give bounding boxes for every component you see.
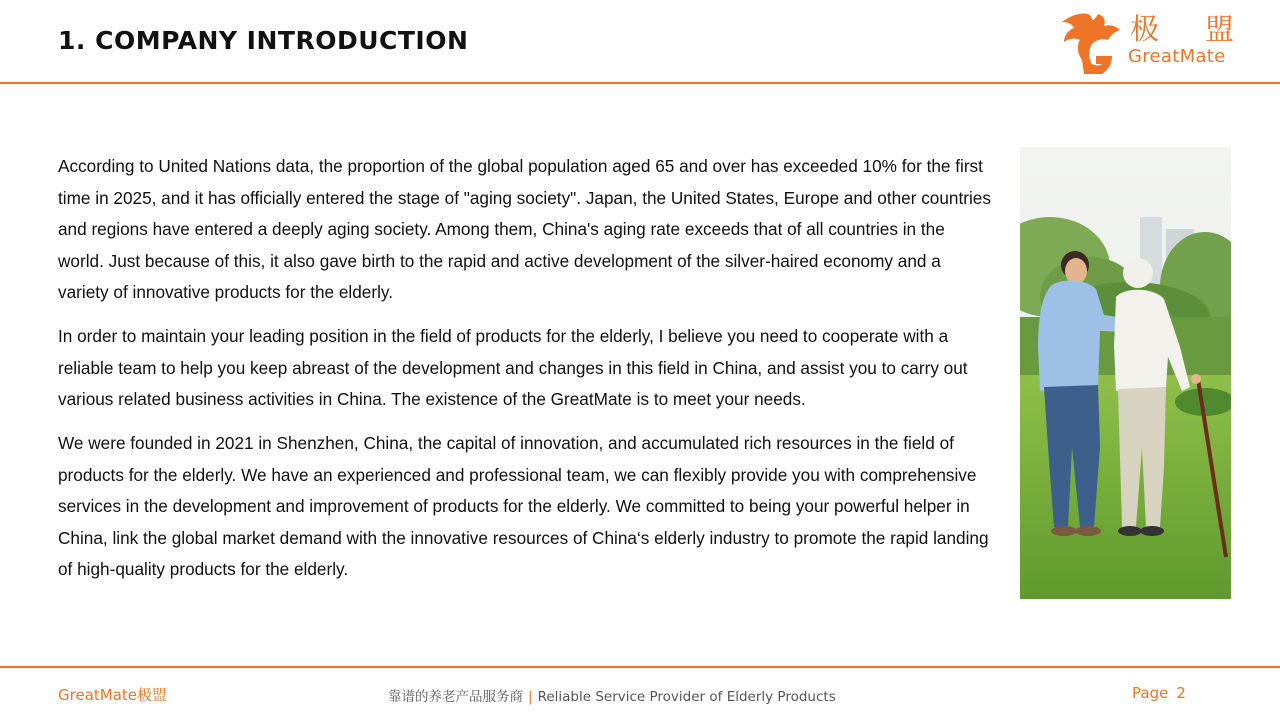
footer-separator: |	[528, 689, 533, 705]
logo-cn-char: 极	[1130, 12, 1160, 46]
eagle-g-icon	[1058, 8, 1126, 76]
logo-cn-char: 盟	[1204, 12, 1234, 46]
footer-brand: GreatMate极盟	[58, 686, 168, 704]
footer-divider	[0, 666, 1280, 668]
footer-tagline-en: Reliable Service Provider of Elderly Products	[537, 689, 836, 705]
elderly-care-photo	[1020, 147, 1231, 599]
logo-chinese-name	[1130, 12, 1234, 46]
intro-paragraph: According to United Nations data, the proportion of the global population aged 65 and over has exceeded 10% for the first time in 2025, and it has officially entered the stage of "aging society". Japan, the United States, Europe and other countries and regions have entered a deeply aging society. Among them, China's aging rate exceeds that of all countries in the world. Just because of this, it also gave birth to the rapid and active development of the silver-haired economy and a variety of innovative products for the elderly.	[58, 156, 991, 302]
intro-text	[58, 151, 993, 598]
header-divider	[0, 82, 1280, 84]
footer-tagline	[388, 685, 836, 705]
page-title: 1. COMPANY INTRODUCTION	[58, 26, 469, 55]
company-logo	[1058, 8, 1238, 78]
intro-paragraph: In order to maintain your leading position in the field of products for the elderly, I believe you need to cooperate with a reliable team to help you keep abreast of the development and changes in this field in China, and assist you to carry out various related business activities in China. The existence of the GreatMate is to meet your needs.	[58, 326, 968, 409]
page-number	[1132, 684, 1186, 702]
page-label: Page	[1132, 684, 1169, 702]
intro-paragraph: We were founded in 2021 in Shenzhen, China, the capital of innovation, and accumulated rich resources in the field of products for the elderly. We have an experienced and professional team, we can flexibly provide you with comprehensive services in the development and improvement of products for the elderly. We committed to being your powerful helper in China, link the global market demand with the innovative resources of China‘s elderly industry to promote the rapid landing of high-quality products for the elderly.	[58, 433, 989, 579]
page-number-value: 2	[1176, 684, 1186, 702]
footer-tagline-cn: 靠谱的养老产品服务商	[388, 689, 523, 705]
logo-english-name: GreatMate	[1128, 46, 1226, 67]
